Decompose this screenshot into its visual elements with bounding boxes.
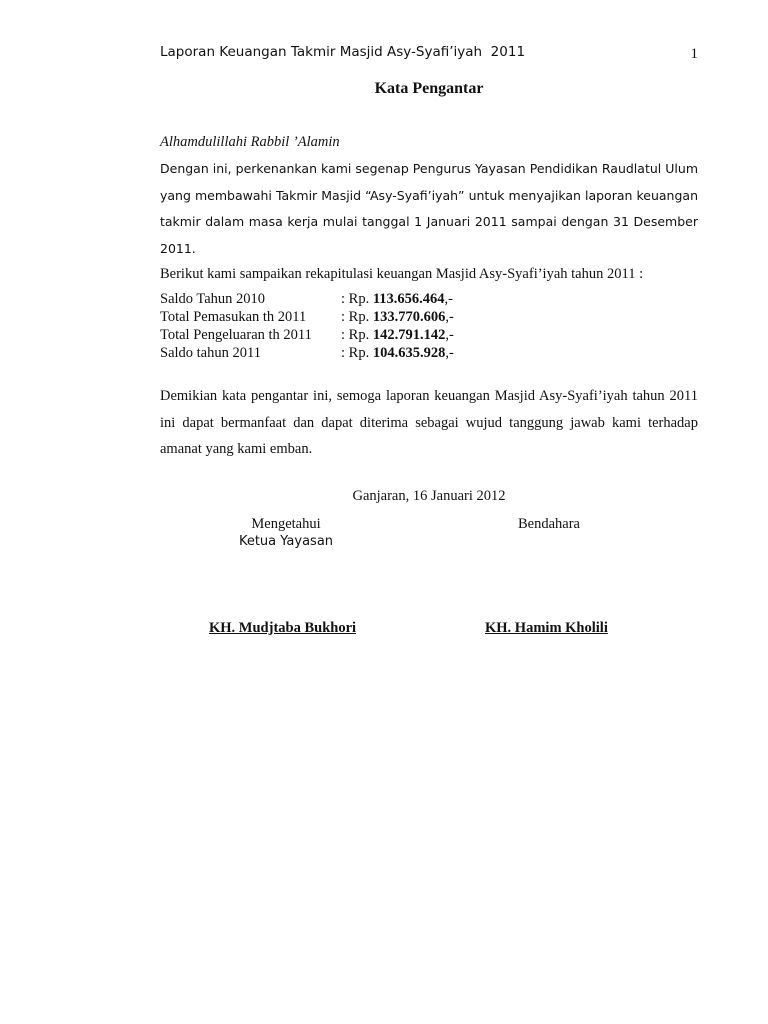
ledger-row [160, 308, 700, 326]
ledger-label: Total Pemasukan th 2011 [160, 309, 307, 325]
signatory-role: Ketua Yayasan [238, 534, 334, 549]
signature-block-left [176, 515, 396, 551]
ledger-label: Saldo Tahun 2010 [160, 291, 266, 307]
ledger-row [160, 344, 700, 362]
signatory-role: Bendahara [518, 516, 580, 532]
header-title: Laporan Keuangan Takmir Masjid Asy-Syafi’iyah 2011 [160, 44, 526, 60]
ledger-label: Saldo tahun 2011 [160, 345, 261, 361]
summary-intro: Berikut kami sampaikan rekapitulasi keuangan Masjid Asy-Syafi’iyah tahun 2011 : [160, 266, 644, 282]
greeting: Alhamdulillahi Rabbil ’Alamin [160, 134, 340, 150]
document-title: Kata Pengantar [374, 80, 484, 97]
signatory-role: Mengetahui [251, 516, 321, 532]
ledger-amount: 142.791.142 [372, 327, 446, 343]
financial-summary [160, 290, 700, 362]
ledger-label: Total Pengeluaran th 2011 [160, 327, 312, 343]
page-number: 1 [690, 46, 698, 62]
signatory-name-left: KH. Mudjtaba Bukhori [209, 620, 357, 636]
signature-block-right [439, 515, 659, 533]
closing-paragraph: Demikian kata pengantar ini, semoga laporan keuangan Masjid Asy-Syafi’iyah tahun 2011 ini dapat bermanfaat dan dapat diterima sebagai wujud tanggung jawab kami terhadap amanat yang kami emban. [160, 388, 698, 457]
opening-paragraph [160, 156, 698, 262]
ledger-row [160, 326, 700, 344]
ledger-row [160, 290, 700, 308]
place-date: Ganjaran, 16 Januari 2012 [352, 488, 506, 504]
ledger-value: : Rp. 142.791.142,- [341, 327, 454, 343]
ledger-value: : Rp. 133.770.606,- [341, 309, 454, 325]
ledger-value: : Rp. 113.656.464,- [341, 291, 453, 307]
opening-paragraph-text: Dengan ini, perkenankan kami segenap Pengurus Yayasan Pendidikan Raudlatul Ulum yang membawahi Takmir Masjid “Asy-Syafi’iyah” untuk menyajikan laporan keuangan takmir dalam masa kerja mulai tanggal 1 Januari 2011 sampai dengan 31 Desember 2011. [160, 161, 698, 256]
signatory-name-right: KH. Hamim Kholili [485, 620, 608, 636]
ledger-amount: 113.656.464 [372, 291, 445, 307]
ledger-amount: 133.770.606 [372, 309, 446, 325]
ledger-value: : Rp. 104.635.928,- [341, 345, 454, 361]
ledger-amount: 104.635.928 [372, 345, 446, 361]
